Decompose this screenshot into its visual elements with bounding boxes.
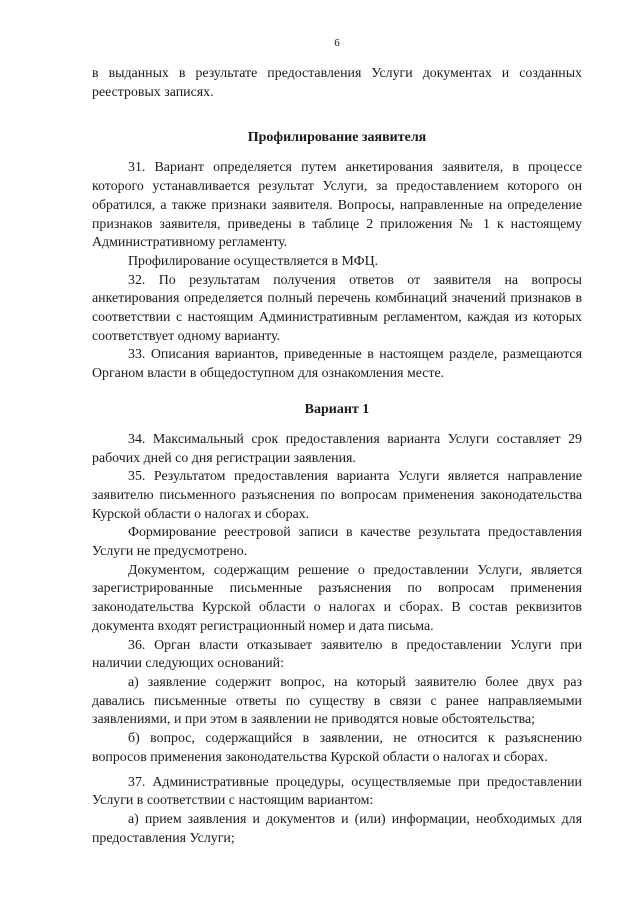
paragraph-37: 37. Административные процедуры, осуществляемые при предоставлении Услуги в соответствии с настоящим вариантом: xyxy=(92,774,582,809)
paragraph-37-a: а) прием заявления и документов и (или) информации, необходимых для предоставления Услуги; xyxy=(92,811,582,846)
page-number: 6 xyxy=(334,37,340,49)
paragraph-32: 32. По результатам получения ответов от заявителя на вопросы анкетирования определяется полный перечень комбинаций значений признаков в соответствии с настоящим Административным регламентом, каждая из которых соответствует одному варианту. xyxy=(92,272,582,344)
paragraph-36-b: б) вопрос, содержащийся в заявлении, не относится к разъяснению вопросов применения законодательства Курской области о налогах и сборах. xyxy=(92,731,582,765)
paragraph-profiling-mfc: Профилирование осуществляется в МФЦ. xyxy=(128,253,379,269)
heading-variant-1: Вариант 1 xyxy=(304,401,370,417)
paragraph-31: 31. Вариант определяется путем анкетирования заявителя, в процессе которого устанавливается результат Услуги, за предоставлением которого он обратился, а также признаки заявителя. Вопросы, направленные на определение признаков заявителя, приведены в таблице 2 приложения № 1 к настоящему Административному регламенту. xyxy=(92,160,582,251)
paragraph-decision-document: Документом, содержащим решение о предоставлении Услуги, является зарегистрированные письменные разъяснения по вопросам применения законодательства Курской области о налогах и сборах. В состав реквизитов документа входят регистрационный номер и дата письма. xyxy=(92,562,582,634)
paragraph-33: 33. Описания вариантов, приведенные в настоящем разделе, размещаются Органом власти в общедоступном для ознакомления месте. xyxy=(92,347,582,382)
paragraph-36-a: а) заявление содержит вопрос, на который заявителю более двух раз давались письменные ответы по существу в связи с ранее направляемыми заявлениями, и при этом в заявлении не приводятся новые обстоятельства; xyxy=(92,674,582,728)
paragraph-34: 34. Максимальный срок предоставления варианта Услуги составляет 29 рабочих дней со дня регистрации заявления. xyxy=(92,431,582,466)
paragraph-registry-record: Формирование реестровой записи в качестве результата предоставления Услуги не предусмотрено. xyxy=(92,525,582,560)
paragraph-36: 36. Орган власти отказывает заявителю в предоставлении Услуги при наличии следующих оснований: xyxy=(92,637,582,672)
paragraph-35: 35. Результатом предоставления варианта Услуги является направление заявителю письменного разъяснения по вопросам применения законодательства Курской области о налогах и сборах. xyxy=(92,469,582,522)
heading-profiling: Профилирование заявителя xyxy=(247,130,427,146)
intro-continuation: в выданных в результате предоставления Услуги документах и созданных реестровых записях. xyxy=(92,66,582,100)
